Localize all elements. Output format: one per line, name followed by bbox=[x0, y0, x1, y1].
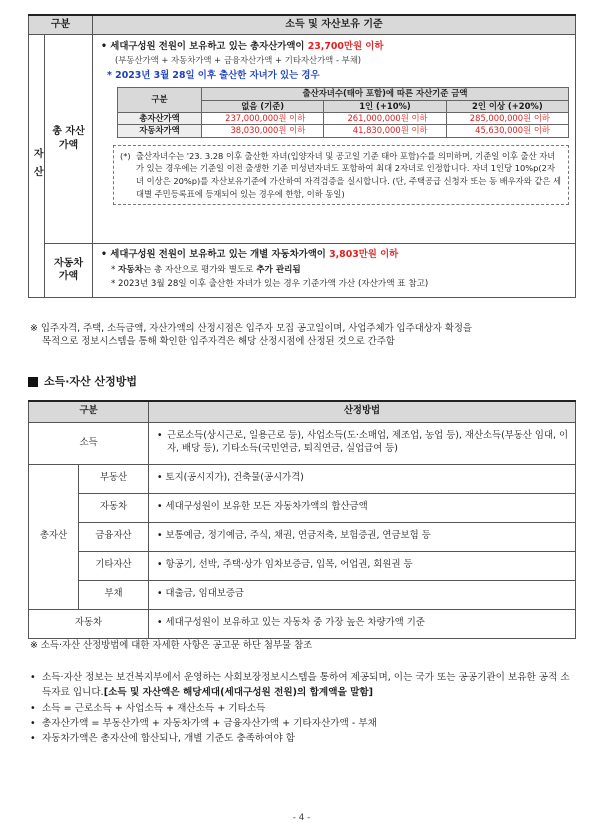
total-assets-limit: 23,700만원 이하 bbox=[307, 40, 384, 52]
table-row bbox=[29, 464, 576, 493]
asset-row-label: 기타자산 bbox=[79, 551, 149, 580]
total-assets-line1: • 세대구성원 전원이 보유하고 있는 총자산가액이 23,700만원 이하 bbox=[101, 40, 384, 52]
asset-row-label: 금융자산 bbox=[79, 522, 149, 551]
list-item: • 자동차가액은 총자산에 합산되나, 개별 기준도 충족하여야 함 bbox=[30, 733, 296, 745]
car-assets-criteria bbox=[93, 243, 576, 297]
table-row bbox=[118, 112, 569, 124]
inner-col-header: 없음 (기준) bbox=[202, 100, 324, 112]
car-assets-line3: * 2023년 3월 28일 이후 출산한 자녀가 있는 경우 기준가액 가산 (자산가액 표 참고) bbox=[111, 279, 429, 290]
car-method: • 세대구성원이 보유하고 있는 자동차 중 가장 높은 차량가액 기준 bbox=[149, 609, 576, 638]
general-note-2: ※ 소득·자산 산정방법에 대한 자세한 사항은 공고문 하단 첨부물 참조 bbox=[30, 640, 313, 651]
inner-span-header: 출산자녀수(태아 포함)에 따른 자산기준 금액 bbox=[202, 88, 569, 100]
inner-cell: 38,030,000원 이하 bbox=[202, 125, 324, 137]
inner-row-header: 구분 bbox=[118, 88, 202, 113]
header-criteria: 소득 및 자산보유 기준 bbox=[93, 15, 576, 34]
list-item: • 소득·자산 정보는 보건복지부에서 운영하는 사회보장정보시스템을 통하여 제공되며, 이는 국가 또는 공공기관이 보유한 공적 소득자료 입니다.[소득 및 자산액은 해당세대(세대구성원 전원)의 합계액을 말함] bbox=[30, 672, 570, 699]
asset-row-method: • 토지(공시지가), 건축물(공시가격) bbox=[149, 464, 576, 493]
total-assets-formula: (부동산가액 + 자동차가액 + 금융자산가액 + 기타자산가액 - 부채) bbox=[115, 55, 362, 66]
asset-row-method: • 항공기, 선박, 주택·상가 임차보증금, 입목, 어업권, 회원권 등 bbox=[149, 551, 576, 580]
list-item: • 소득 = 근로소득 + 사업소득 + 재산소득 + 기타소득 bbox=[30, 702, 266, 714]
section-title: 소득·자산 산정방법 bbox=[28, 375, 137, 390]
calculation-method-table bbox=[28, 400, 576, 639]
income-label: 소득 bbox=[29, 422, 149, 464]
summary-bullets bbox=[30, 670, 576, 747]
total-assets-label: 총 자산가액 bbox=[45, 34, 93, 243]
inner-row-label: 자동차가액 bbox=[118, 125, 202, 137]
method-header-method: 산정방법 bbox=[149, 401, 576, 422]
general-note-1: ※ 입주자격, 주택, 소득금액, 자산가액의 산정시점은 입주자 모집 공고일이며, 사업주체가 입주대상자 확정을 목적으로 정보시스템을 통해 확인한 입주자격은 해당 산정시점에 산정된 것으로 간주함 bbox=[30, 323, 472, 347]
income-method: • 근로소득(상시근로, 일용근로 등), 사업소득(도·소매업, 제조업, 농업 등), 재산소득(부동산 임대, 이자, 배당 등), 기타소득(국민연금, 퇴직연금, 실업급여 등) bbox=[149, 422, 576, 464]
table-row bbox=[29, 522, 576, 551]
birth-condition-line: * 2023년 3월 28일 이후 출산한 자녀가 있는 경우 bbox=[107, 69, 320, 81]
asset-row-label: 부채 bbox=[79, 580, 149, 609]
note-mark: ※ bbox=[30, 323, 38, 334]
table-row bbox=[29, 551, 576, 580]
note-text: 출산자녀수는 '23. 3.28 이후 출산한 자녀(입양자녀 및 공고일 기준 태아 포함)수를 의미하며, 기준일 이후 출산 자녀가 있는 경우에는 기준일 이전 출생한 기준 미성년자녀도 포함하여 최대 2자녀로 인정합니다. 자녀 1인당 10%p(2자녀 이상은 20%p)를 자산보유기준에 가산하여 자격검증을 실시합니다. (단, 주택공급 신청자 또는 동 배우자와 같은 세대별 주민등록표에 등재되어 있는 경우에 한함, 이하 동일) bbox=[136, 150, 562, 200]
inner-cell: 261,000,000원 이하 bbox=[324, 112, 446, 124]
inner-row-label: 총자산가액 bbox=[118, 112, 202, 124]
inner-col-header: 2인 이상 (+20%) bbox=[446, 100, 568, 112]
asset-row-label: 부동산 bbox=[79, 464, 149, 493]
header-category: 구분 bbox=[29, 15, 93, 34]
inner-cell: 41,830,000원 이하 bbox=[324, 125, 446, 137]
table-row bbox=[29, 580, 576, 609]
car-label: 자동차 bbox=[29, 609, 149, 638]
asset-group-label: 자산 bbox=[29, 34, 45, 297]
inner-col-header: 1인 (+10%) bbox=[324, 100, 446, 112]
birth-adjusted-table bbox=[117, 87, 569, 137]
total-assets-criteria bbox=[93, 34, 576, 243]
inner-cell: 45,630,000원 이하 bbox=[446, 125, 568, 137]
list-item: • 총자산가액 = 부동산가액 + 자동차가액 + 금융자산가액 + 기타자산가액 - 부채 bbox=[30, 718, 377, 730]
method-header-category: 구분 bbox=[29, 401, 149, 422]
table-row bbox=[118, 125, 569, 137]
asset-criteria-table bbox=[28, 14, 576, 298]
inner-cell: 237,000,000원 이하 bbox=[202, 112, 324, 124]
inner-cell: 285,000,000원 이하 bbox=[446, 112, 568, 124]
car-assets-label: 자동차가액 bbox=[45, 243, 93, 297]
square-bullet-icon bbox=[28, 377, 38, 387]
total-assets-group-label: 총자산 bbox=[29, 464, 79, 609]
birth-count-note bbox=[113, 145, 569, 205]
asset-row-label: 자동차 bbox=[79, 493, 149, 522]
note-mark: ※ bbox=[30, 640, 38, 651]
table-row bbox=[29, 609, 576, 638]
table-row bbox=[29, 493, 576, 522]
page-number: - 4 - bbox=[292, 813, 311, 823]
asset-criteria-header bbox=[29, 15, 576, 34]
table-row bbox=[29, 422, 576, 464]
asset-row-method: • 세대구성원이 보유한 모든 자동차가액의 합산금액 bbox=[149, 493, 576, 522]
car-assets-line1: • 세대구성원 전원이 보유하고 있는 개별 자동차가액이 3,803만원 이하 bbox=[101, 249, 399, 261]
asset-row-method: • 대출금, 임대보증금 bbox=[149, 580, 576, 609]
asset-row-method: • 보통예금, 정기예금, 주식, 채권, 연금저축, 보험증권, 연금보험 등 bbox=[149, 522, 576, 551]
car-assets-limit: 3,803만원 이하 bbox=[329, 249, 399, 261]
note-mark: (*) bbox=[120, 150, 131, 161]
car-assets-line2: * 자동차는 총 자산으로 평가와 별도로 추가 관리됨 bbox=[111, 264, 301, 275]
